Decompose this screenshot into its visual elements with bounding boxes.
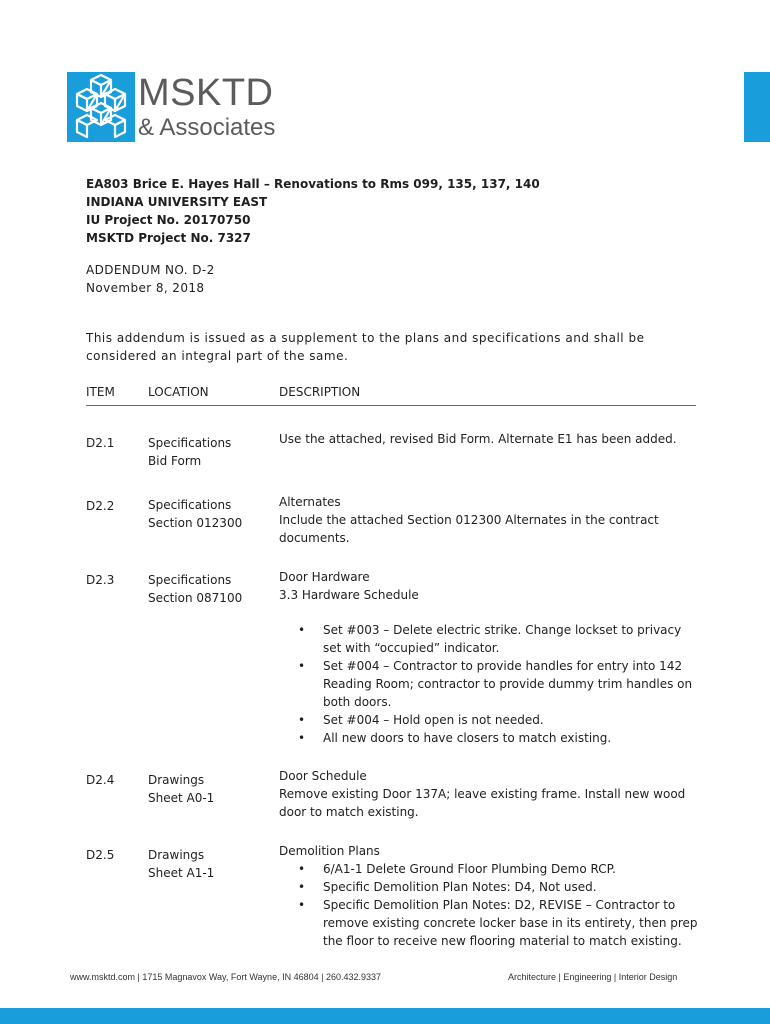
description-line: 3.3 Hardware Schedule — [279, 588, 419, 602]
bullet-list — [279, 621, 699, 747]
item-description — [279, 767, 699, 821]
description-line: Include the attached Section 012300 Alternates in the contract documents. — [279, 513, 659, 545]
item-location — [148, 434, 231, 470]
item-description — [279, 568, 699, 604]
item-description — [279, 430, 699, 448]
description-line: Demolition Plans — [279, 844, 380, 858]
project-title: EA803 Brice E. Hayes Hall – Renovations to Rms 099, 135, 137, 140 — [86, 177, 540, 191]
intro-paragraph: This addendum is issued as a supplement to the plans and specifications and shall be considered an integral part of the same. — [86, 331, 645, 363]
item-location — [148, 571, 242, 607]
location-line: Specifications — [148, 498, 232, 512]
bullet-item: • Set #003 – Delete electric strike. Change lockset to privacy set with “occupied” indicator. — [279, 621, 699, 657]
item-description — [279, 842, 699, 860]
footer-contact: www.msktd.com | 1715 Magnavox Way, Fort Wayne, IN 46804 | 260.432.9337 — [70, 972, 381, 982]
description-line: Door Hardware — [279, 570, 370, 584]
addendum-block — [86, 261, 215, 297]
iu-project-number: IU Project No. 20170750 — [86, 213, 251, 227]
item-number: D2.1 — [86, 436, 115, 450]
bullet-item: • 6/A1-1 Delete Ground Floor Plumbing Demo RCP. — [279, 860, 699, 878]
interlocking-cubes-icon — [67, 72, 135, 142]
footer-bar — [0, 1008, 770, 1024]
location-line: Sheet A0-1 — [148, 791, 215, 805]
addendum-date: November 8, 2018 — [86, 281, 205, 295]
bullet-item: • Set #004 – Contractor to provide handles for entry into 142 Reading Room; contractor to provide dummy trim handles on both doors. — [279, 657, 699, 711]
bullet-item: • All new doors to have closers to match existing. — [279, 729, 699, 747]
msktd-project-number: MSKTD Project No. 7327 — [86, 231, 251, 245]
project-header — [86, 175, 540, 247]
bullet-item: • Specific Demolition Plan Notes: D2, REVISE – Contractor to remove existing concrete locker base in its entirety, then prep the floor to receive new flooring material to match existing. — [279, 896, 699, 950]
location-line: Section 087100 — [148, 591, 243, 605]
bullet-list — [279, 860, 699, 950]
column-header-description: DESCRIPTION — [279, 385, 361, 399]
location-line: Bid Form — [148, 454, 202, 468]
footer-disciplines: Architecture | Engineering | Interior Design — [508, 972, 678, 982]
bullet-item: • Specific Demolition Plan Notes: D4, Not used. — [279, 878, 699, 896]
header-rule — [86, 405, 696, 406]
description-line: Door Schedule — [279, 769, 367, 783]
brand-subtitle: & Associates — [138, 114, 276, 141]
location-line: Drawings — [148, 773, 205, 787]
item-location — [148, 771, 214, 807]
item-number: D2.5 — [86, 848, 115, 862]
location-line: Sheet A1-1 — [148, 866, 215, 880]
description-line: Remove existing Door 137A; leave existing frame. Install new wood door to match existing. — [279, 787, 686, 819]
description-line: Use the attached, revised Bid Form. Alternate E1 has been added. — [279, 432, 677, 446]
location-line: Specifications — [148, 573, 232, 587]
side-tab-marker — [744, 72, 770, 142]
item-number: D2.3 — [86, 573, 115, 587]
bullet-item: • Set #004 – Hold open is not needed. — [279, 711, 699, 729]
item-number: D2.2 — [86, 499, 115, 513]
item-location — [148, 496, 242, 532]
column-header-item: ITEM — [86, 385, 115, 399]
item-location — [148, 846, 214, 882]
item-number: D2.4 — [86, 773, 115, 787]
column-header-location: LOCATION — [148, 385, 209, 399]
description-line: Alternates — [279, 495, 341, 509]
logo-mark — [67, 72, 135, 142]
addendum-number: ADDENDUM NO. D-2 — [86, 263, 215, 277]
project-institution: INDIANA UNIVERSITY EAST — [86, 195, 268, 209]
item-description — [279, 493, 699, 547]
brand-name: MSKTD — [138, 72, 274, 114]
location-line: Drawings — [148, 848, 205, 862]
location-line: Section 012300 — [148, 516, 243, 530]
location-line: Specifications — [148, 436, 232, 450]
